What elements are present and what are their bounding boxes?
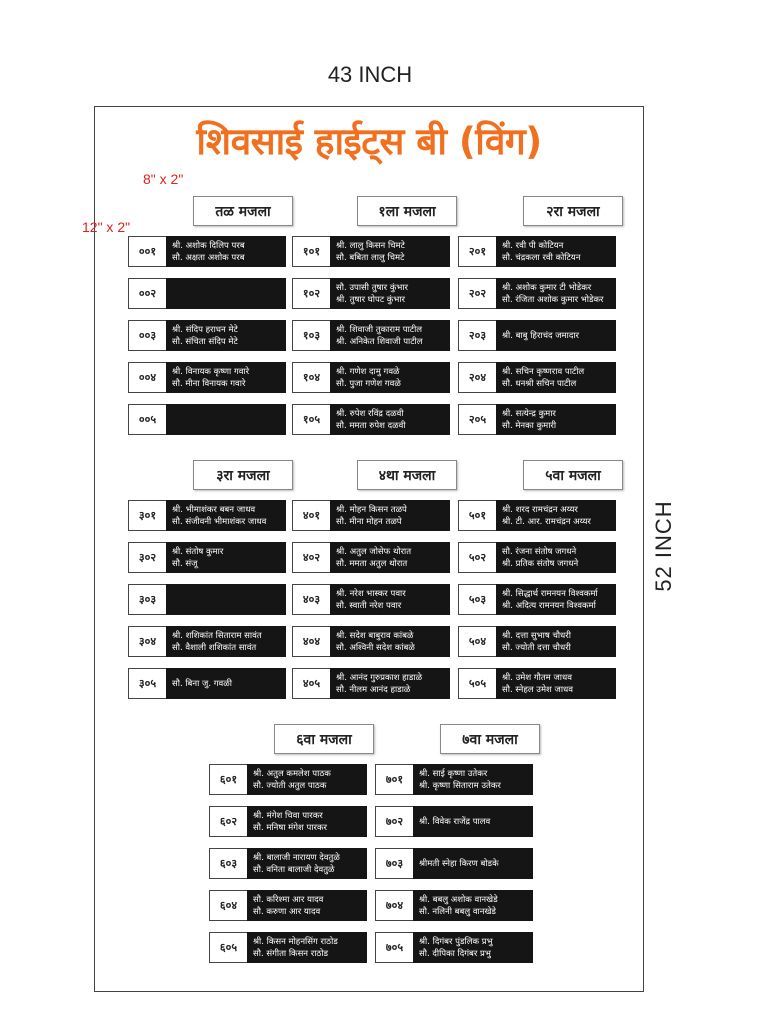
unit-number: ५०५ bbox=[458, 668, 496, 699]
resident-names bbox=[413, 806, 533, 837]
resident-name: सौ. दीपिका दिगंबर प्रभु bbox=[419, 948, 491, 959]
resident-name: सौ. करुणा आर यादव bbox=[253, 906, 321, 917]
resident-name: सौ. नलिनी बबलु वानखेडे bbox=[419, 906, 496, 917]
resident-name: सौ. करिश्मा आर यादव bbox=[253, 894, 324, 905]
unit-number: ६०३ bbox=[209, 848, 247, 879]
resident-name: श्री. लालु किसन चिमटे bbox=[336, 240, 405, 251]
resident-names bbox=[166, 404, 286, 435]
unit-number: १०१ bbox=[292, 236, 330, 267]
resident-name: श्री. संतोष कुमार bbox=[172, 546, 224, 557]
unit-number: ३०५ bbox=[128, 668, 166, 699]
resident-names bbox=[330, 584, 450, 615]
unit-number: ५०३ bbox=[458, 584, 496, 615]
resident-name: श्री. दत्ता सुभाष चौधरी bbox=[502, 630, 571, 641]
unit-number: ४०५ bbox=[292, 668, 330, 699]
unit-number: ३०४ bbox=[128, 626, 166, 657]
resident-name: श्री. अतुल जोसेफ थोरात bbox=[336, 546, 412, 557]
unit-number: ७०४ bbox=[375, 890, 413, 921]
unit-nameplate bbox=[375, 806, 605, 837]
floor-label: ४था मजला bbox=[357, 460, 457, 490]
resident-names bbox=[166, 236, 286, 267]
resident-name: सौ. पुजा गणेश गवळे bbox=[336, 378, 401, 389]
resident-name: सौ. वनिता बालाजी देवतुळे bbox=[253, 864, 335, 875]
resident-names bbox=[330, 362, 450, 393]
unit-number: ४०३ bbox=[292, 584, 330, 615]
resident-names bbox=[413, 932, 533, 963]
resident-name: सौ. उपासी तुषार कुंभार bbox=[336, 282, 409, 293]
unit-number: ००२ bbox=[128, 278, 166, 309]
board-title: शिवसाई हाईट्स बी (विंग) bbox=[196, 120, 542, 163]
unit-number: ५०४ bbox=[458, 626, 496, 657]
resident-name: सौ. रंजना संतोष जगधने bbox=[502, 546, 577, 557]
resident-names bbox=[247, 764, 367, 795]
resident-name: सौ. ममता अतुल थोरात bbox=[336, 558, 408, 569]
unit-number: १०२ bbox=[292, 278, 330, 309]
resident-names bbox=[496, 278, 616, 309]
resident-names bbox=[496, 404, 616, 435]
resident-name: सौ. चंद्रकला रवी कोटियन bbox=[502, 252, 581, 263]
plate-size-note: 12" x 2" bbox=[82, 219, 131, 235]
unit-number: ००३ bbox=[128, 320, 166, 351]
resident-name: सौ. रंजिता अशोक कुमार भोडेकर bbox=[502, 294, 604, 305]
resident-name: श्री. विवेक राजेंद्र पालव bbox=[419, 816, 491, 827]
resident-name: श्री. सिद्धार्थ रामनयन विश्वकर्मा bbox=[502, 588, 598, 599]
unit-number: ७०१ bbox=[375, 764, 413, 795]
resident-name: श्री. अनिकेत शिवाजी पाटील bbox=[336, 336, 423, 347]
resident-name: श्री. शिवाजी तुकाराम पाटील bbox=[336, 324, 423, 335]
resident-names bbox=[247, 890, 367, 921]
floor-label: ३रा मजला bbox=[193, 460, 293, 490]
resident-names bbox=[496, 320, 616, 351]
unit-nameplate bbox=[458, 542, 688, 573]
floor-column bbox=[458, 196, 688, 446]
resident-name: श्री. उमेश गौतम जाधव bbox=[502, 672, 572, 683]
unit-nameplate bbox=[458, 362, 688, 393]
unit-number: ३०३ bbox=[128, 584, 166, 615]
unit-nameplate bbox=[458, 320, 688, 351]
resident-name: श्री. रवी पी कोटियन bbox=[502, 240, 564, 251]
resident-names bbox=[330, 236, 450, 267]
resident-name: सौ. ज्योती दत्ता चौधरी bbox=[502, 642, 571, 653]
resident-name: श्री. प्रतिक संतोष जगधने bbox=[502, 558, 579, 569]
unit-nameplate bbox=[458, 626, 688, 657]
resident-name: सौ. वैशाली शशिकांत सावंत bbox=[172, 642, 257, 653]
resident-names bbox=[330, 404, 450, 435]
unit-nameplate bbox=[375, 890, 605, 921]
resident-name: श्री. अदित्य रामनयन विश्वकर्मा bbox=[502, 600, 596, 611]
resident-names bbox=[496, 626, 616, 657]
resident-name: सौ. संगीता किसन राठोड bbox=[253, 948, 329, 959]
unit-number: ५०१ bbox=[458, 500, 496, 531]
resident-name: सौ. मीना विनायक गवारे bbox=[172, 378, 246, 389]
resident-name: श्रीमती स्नेहा किरण बोडके bbox=[419, 858, 499, 869]
resident-names bbox=[413, 764, 533, 795]
resident-names bbox=[330, 626, 450, 657]
resident-name: श्री. आनंद गुरुप्रकाश हाडाळे bbox=[336, 672, 423, 683]
resident-names bbox=[496, 362, 616, 393]
resident-name: सौ. बिना जु. गवळी bbox=[172, 678, 232, 689]
resident-names bbox=[166, 626, 286, 657]
floor-column bbox=[458, 460, 688, 710]
resident-name: सौ. संजू bbox=[172, 558, 198, 569]
resident-name: सौ. स्नेहल उमेश जाधव bbox=[502, 684, 573, 695]
unit-nameplate bbox=[375, 848, 605, 879]
resident-name: सौ. ममता रुपेश दळवी bbox=[336, 420, 406, 431]
resident-name: श्री. नरेश भास्कर पवार bbox=[336, 588, 406, 599]
resident-name: सौ. संचिता संदिप मेटे bbox=[172, 336, 238, 347]
unit-nameplate bbox=[458, 404, 688, 435]
resident-name: सौ. मीना मोहन तळपे bbox=[336, 516, 402, 527]
resident-name: श्री. मोहन किसन तळपे bbox=[336, 504, 407, 515]
resident-name: सौ. संजीवनी भीमाशंकर जाधव bbox=[172, 516, 267, 527]
resident-name: श्री. किसन मोहनसिंग राठोड bbox=[253, 936, 338, 947]
resident-names bbox=[166, 362, 286, 393]
resident-names bbox=[496, 236, 616, 267]
unit-nameplate bbox=[458, 500, 688, 531]
resident-names bbox=[247, 806, 367, 837]
unit-number: ७०२ bbox=[375, 806, 413, 837]
floor-label: ७वा मजला bbox=[440, 724, 540, 754]
resident-name: सौ. मेनका कुमारी bbox=[502, 420, 557, 431]
resident-names bbox=[496, 542, 616, 573]
unit-number: ००१ bbox=[128, 236, 166, 267]
unit-number: ६०२ bbox=[209, 806, 247, 837]
resident-name: सौ. स्वाती नरेश पवार bbox=[336, 600, 402, 611]
resident-names bbox=[166, 500, 286, 531]
resident-names bbox=[166, 320, 286, 351]
width-dimension-label: 43 INCH bbox=[327, 62, 413, 87]
resident-name: सौ. धनश्री सचिन पाटील bbox=[502, 378, 577, 389]
unit-number: ६०४ bbox=[209, 890, 247, 921]
resident-names bbox=[496, 500, 616, 531]
resident-name: श्री. सत्येन्द्र कुमार bbox=[502, 408, 556, 419]
unit-number: ००४ bbox=[128, 362, 166, 393]
resident-names bbox=[413, 890, 533, 921]
unit-number: ६०१ bbox=[209, 764, 247, 795]
label-size-note: 8" x 2" bbox=[143, 171, 184, 187]
floor-label: ६वा मजला bbox=[274, 724, 374, 754]
resident-name: श्री. साई कृष्णा उतेकर bbox=[419, 768, 488, 779]
resident-name: सौ. ज्योती अतुल पाठक bbox=[253, 780, 327, 791]
height-dimension-label: 52 INCH bbox=[651, 500, 676, 592]
resident-name: श्री. शरद रामचंद्रन अय्यर bbox=[502, 504, 578, 515]
unit-number: ४०१ bbox=[292, 500, 330, 531]
unit-number: १०५ bbox=[292, 404, 330, 435]
resident-names bbox=[166, 542, 286, 573]
resident-names bbox=[247, 848, 367, 879]
resident-names bbox=[330, 542, 450, 573]
resident-names bbox=[496, 584, 616, 615]
unit-number: २०२ bbox=[458, 278, 496, 309]
unit-number: ३०१ bbox=[128, 500, 166, 531]
resident-names bbox=[166, 278, 286, 309]
unit-number: ३०२ bbox=[128, 542, 166, 573]
unit-number: ००५ bbox=[128, 404, 166, 435]
unit-number: २०३ bbox=[458, 320, 496, 351]
unit-number: १०३ bbox=[292, 320, 330, 351]
resident-name: श्री. अतुल कमलेश पाठक bbox=[253, 768, 331, 779]
floor-column bbox=[375, 724, 605, 974]
resident-name: श्री. मंगेश चिवा पारकर bbox=[253, 810, 323, 821]
floor-label: तळ मजला bbox=[193, 196, 293, 226]
unit-number: ४०२ bbox=[292, 542, 330, 573]
resident-name: श्री. बाबु हिराचंद जमादार bbox=[502, 330, 580, 341]
unit-number: ५०२ bbox=[458, 542, 496, 573]
resident-name: श्री. बालाजी नारायण देवतुळे bbox=[253, 852, 340, 863]
unit-number: ४०४ bbox=[292, 626, 330, 657]
resident-name: श्री. अशोक कुमार टी भोडेकर bbox=[502, 282, 592, 293]
resident-name: श्री. भीमाशंकर बबन जाधव bbox=[172, 504, 256, 515]
unit-nameplate bbox=[375, 764, 605, 795]
unit-number: २०५ bbox=[458, 404, 496, 435]
unit-nameplate bbox=[375, 932, 605, 963]
unit-nameplate bbox=[458, 278, 688, 309]
resident-name: श्री. बबलु अशोक वानखेडे bbox=[419, 894, 498, 905]
resident-names bbox=[247, 932, 367, 963]
unit-nameplate bbox=[458, 668, 688, 699]
resident-name: श्री. टी. आर. रामचंद्रन अय्यर bbox=[502, 516, 591, 527]
resident-name: श्री. सदेश बाबुराव कांबळे bbox=[336, 630, 414, 641]
resident-name: श्री. कृष्णा सिताराम उतेकर bbox=[419, 780, 501, 791]
unit-nameplate bbox=[458, 584, 688, 615]
resident-name: श्री. शशिकांत सिताराम सावंत bbox=[172, 630, 262, 641]
resident-names bbox=[330, 320, 450, 351]
unit-number: ७०३ bbox=[375, 848, 413, 879]
resident-name: सौ. बबिता लालु चिमटे bbox=[336, 252, 405, 263]
unit-number: ७०५ bbox=[375, 932, 413, 963]
unit-number: २०४ bbox=[458, 362, 496, 393]
resident-name: सौ. अक्षता अशोक परब bbox=[172, 252, 245, 263]
resident-names bbox=[330, 278, 450, 309]
resident-name: श्री. विनायक कृष्णा गवारे bbox=[172, 366, 250, 377]
unit-nameplate bbox=[458, 236, 688, 267]
resident-name: सौ. मनिषा मंगेश पारकर bbox=[253, 822, 328, 833]
resident-names bbox=[496, 668, 616, 699]
floor-label: १ला मजला bbox=[357, 196, 457, 226]
unit-number: २०१ bbox=[458, 236, 496, 267]
unit-number: १०४ bbox=[292, 362, 330, 393]
resident-name: श्री. दिगंबर पुंडलिक प्रभु bbox=[419, 936, 493, 947]
resident-names bbox=[166, 668, 286, 699]
resident-name: श्री. तुषार घोपट कुंभार bbox=[336, 294, 405, 305]
resident-name: श्री. संदिप हराधन मेटे bbox=[172, 324, 238, 335]
unit-number: ६०५ bbox=[209, 932, 247, 963]
floor-label: २रा मजला bbox=[523, 196, 623, 226]
resident-names bbox=[413, 848, 533, 879]
resident-names bbox=[330, 500, 450, 531]
resident-name: श्री. सचिन कृष्णराव पाटील bbox=[502, 366, 585, 377]
resident-name: श्री. गणेश दामु गवळे bbox=[336, 366, 400, 377]
resident-name: सौ. अश्विनी सदेश कांबळे bbox=[336, 642, 415, 653]
resident-name: सौ. नीलम आनंद हाडाळे bbox=[336, 684, 411, 695]
floor-label: ५वा मजला bbox=[523, 460, 623, 490]
resident-names bbox=[166, 584, 286, 615]
resident-name: श्री. रुपेश रविंद्र दळवी bbox=[336, 408, 404, 419]
resident-names bbox=[330, 668, 450, 699]
resident-name: श्री. अशोक दिलिप परब bbox=[172, 240, 245, 251]
